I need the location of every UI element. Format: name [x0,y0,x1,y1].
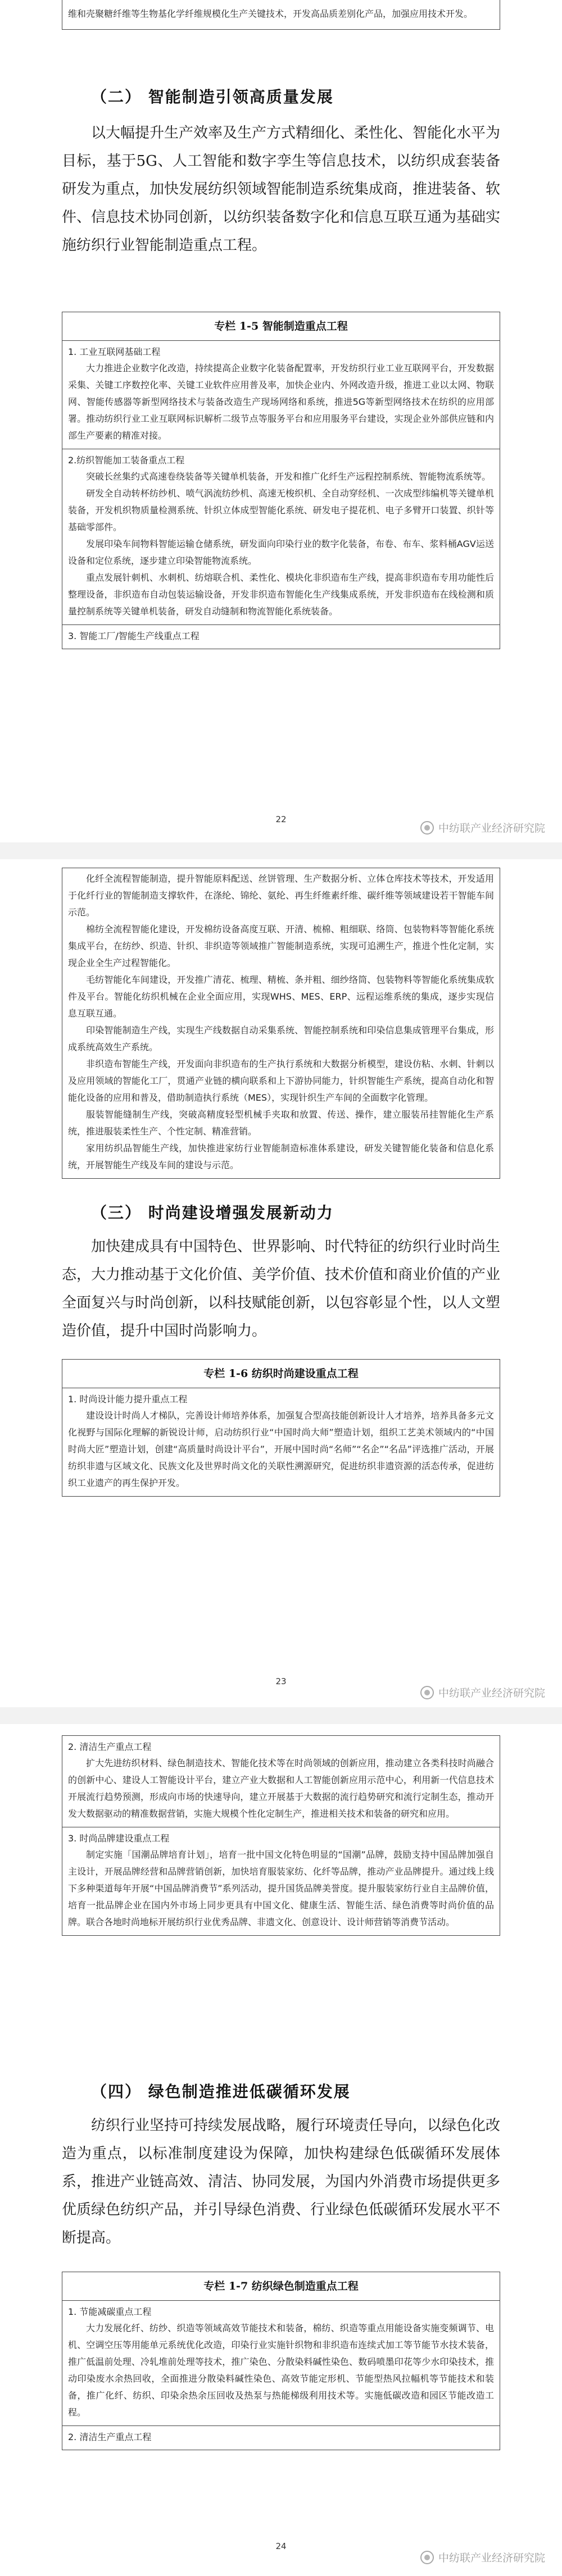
wechat-logo-icon [420,821,434,835]
page-number-24: 24 [275,2541,287,2551]
box-1-5-sec1 [62,341,500,449]
box-1-5-frame [62,312,500,649]
green-sec2-heading: 2. 清洁生产重点工程 [68,2432,152,2442]
continued-box-text: 维和壳聚糖纤维等生物基化学纤维规模化生产关键技术，开发高品质差别化产品，加强应用技术开发。 [68,8,473,19]
heading-fashion: （三） 时尚建设增强发展新动力 [91,1203,334,1222]
sec2-text-3: 发展印染车间物料智能运输仓储系统，研发面向印染行业的数字化装备，布卷、布车、浆料桶AGV运送设备和定位系统，逐步建立印染智能物流系统。 [68,539,494,566]
box-1-7-frame [62,2272,500,2450]
box-1-7-title: 专栏 1-7 纺织绿色制造重点工程 [62,2272,500,2301]
fashion-sec1-heading: 1. 时尚设计能力提升重点工程 [68,1394,188,1405]
cont-text-3: 毛纺智能化车间建设，开发推广清花、梳理、精梳、条并粗、细纱络筒、包装物料等智能化系统集成软件及平台。智能化纺织机械在企业全面应用，实现WHS、MES、ERP、远程运维系统的集成，逐步实现信息互联互通。 [68,974,494,1019]
box-1-5-title: 专栏 1-5 智能制造重点工程 [62,312,500,341]
cont-text-5: 非织造布智能生产线，开发面向非织造布的生产执行系统和大数据分析模型，建设仿粘、水刺、针刺以及应用领域的智能化工厂，贯通产业链的横向联系和上下游协同能力，针织智能生产系统，提高自动化和智能化设备的应用和普及，借助制造执行系统（MES），实现针织生产车间的全面数字化管理。 [68,1059,494,1103]
smart-manufacturing-paragraph: 以大幅提升生产效率及生产方式精细化、柔性化、智能化水平为目标，基于5G、人工智能和数字孪生等信息技术，以纺织成套装备研发为重点，加快发展纺织领域智能制造系统集成商，推进装备、软件、信息技术协同创新，以纺织装备数字化和信息互联互通为基础实施纺织行业智能制造重点工程。 [62,125,501,254]
sec1-heading: 1. 工业互联网基础工程 [68,346,161,357]
continued-box-1-5 [62,868,500,1179]
continued-box-1-5-body [62,868,500,1178]
green-paragraph: 纺织行业坚持可持续发展战略，履行环境责任导向，以绿色化改造为重点，以标准制度建设为保障，加快构建绿色低碳循环发展体系，推进产业链高效、清洁、协同发展，为国内外消费市场提供更多优质绿色纺织产品，并引导绿色消费、行业绿色低碳循环发展水平不断提高。 [62,2117,501,2246]
cont-text-2: 棉纺全流程智能化建设，开发棉纺设备高度互联、开清、梳棉、粗细联、络筒、包装物料等智能化系统集成平台，在纺纱、织造、针织、非织造等领域推广智能制造系统，实现可追溯生产，推进个性化定制，实现企业全生产过程智能化。 [68,924,494,968]
page-separator-1 [0,842,562,859]
page-number-23: 23 [275,1676,287,1686]
fashion-sec2-text: 扩大先进纺织材料、绿色制造技术、智能化技术等在时尚领域的创新应用，推动建立各类科技时尚融合的创新中心、建设人工智能设计平台，建立产业大数据和人工智能创新应用示范中心，利用新一代信息技术开展流行趋势预测，形成向市场的快速导向，建立开展基于大数据的流行趋势研究和流行定制生态，推动开发大数据驱动的精准数据营销，实施大规模个性化定制生产，推进相关技术和装备的研究和应用。 [68,1758,494,1819]
sec2-text-2: 研发全自动转杯纺纱机、喷气涡流纺纱机、高速无梭织机、全自动穿经机、一次成型纬编机等关键单机装备，开发机织物质量检测系统、针织立体成型智能化系统、研发电子提花机、电子多臂开口装置、织针等基础零部件。 [68,488,494,532]
section-heading-4 [62,2078,500,2106]
green-sec1-text: 大力发展化纤、纺纱、织造等领域高效节能技术和装备，棉纺、织造等重点用能设备实施变频调节、电机、空调空压等用能单元系统优化改造，印染行业实施针织物和非织造布连续式加工等节能节水技术装备，推广低温前处理、冷轧堆前处理等技术，推广染色、分散染料碱性染色、数码喷墨印花等少水印染技术，推动印染废水余热回收，全面推进分散染料碱性染色、高效节能定形机、节能型热风拉幅机等节能技术和装备，推广化纤、纺织、印染余热余压回收及热泵与热能梯级利用技术等。实施低碳改造和园区节能改造工程。 [68,2323,494,2418]
box-1-5-sec3 [62,625,500,649]
cont-text-7: 家用纺织品智能生产线，加快推进家纺行业智能制造标准体系建设，研发关键智能化装备和信息化系统，开展智能生产线及车间的建设与示范。 [68,1143,494,1170]
continued-box-1-6 [62,1735,500,1936]
sec2-heading: 2.纺织智能加工装备重点工程 [68,455,185,466]
box-1-5 [62,312,500,649]
sec3-heading: 3. 智能工厂/智能生产线重点工程 [68,631,200,641]
page-24 [62,1735,500,1936]
fashion-sec3-heading: 3. 时尚品牌建设重点工程 [68,1833,170,1844]
box-1-7 [62,2272,500,2450]
watermark-1 [420,820,545,835]
watermark-text-1: 中纺联产业经济研究院 [438,822,545,835]
watermark-text-3: 中纺联产业经济研究院 [438,2552,545,2564]
section-heading-2 [62,83,500,111]
page-23 [62,868,500,1179]
fashion-paragraph-wrap [62,1233,500,1345]
box-1-6 [62,1359,500,1497]
box-1-6-frame [62,1359,500,1497]
box-1-7-sec2 [62,2426,500,2450]
continued-box-top [62,0,500,30]
wechat-logo-icon [420,2551,434,2564]
heading-smart-manufacturing: （二） 智能制造引领高质量发展 [91,88,334,106]
fashion-sec3-text: 制定实施「国潮品牌培育计划」，培育一批中国文化特色明显的“国潮”品牌，鼓励支持中国品牌加强自主设计，开展品牌经营和品牌营销创新，加快培育服装家纺、化纤等品牌，推动产业品牌提升。通过线上线下多种渠道每年开展“中国品牌消费节”系列活动，提升国货品牌美誉度。提升服装家纺行业自主品牌价值，培育一批品牌企业在国内外市场上同步更具有中国文化、健康生活、智能生活、绿色消费等时尚价值的品牌。联合各地时尚地标开展纺织行业优秀品牌、非遗文化、创意设计、设计师营销等消费节活动。 [68,1849,494,1927]
wechat-logo-icon [420,1686,434,1699]
watermark-2 [420,1685,545,1700]
box-1-6-sec1 [62,1388,500,1496]
heading-green: （四） 绿色制造推进低碳循环发展 [91,2082,351,2101]
green-sec1-heading: 1. 节能减碳重点工程 [68,2306,152,2317]
page-separator-2 [0,1707,562,1724]
watermark-text-2: 中纺联产业经济研究院 [438,1687,545,1699]
section-heading-3 [62,1199,500,1227]
page-22 [62,0,500,30]
box-1-7-sec1 [62,2301,500,2426]
box-1-6-sec3 [62,1827,500,1935]
box-1-5-sec2 [62,449,500,625]
smart-manufacturing-paragraph-wrap [62,119,500,259]
cont-text-1: 化纤全流程智能制造，提升智能原料配送、丝饼管理、生产数据分析、立体仓库技术等技术，开发适用于化纤行业的智能制造支撑软件，在涤纶、锦纶、氨纶、再生纤维素纤维、碳纤维等领域建设若干智能车间示范。 [68,873,494,918]
fashion-sec2-heading: 2. 清洁生产重点工程 [68,1741,152,1752]
cont-text-6: 服装智能缝制生产线，突破高精度轻型机械手夹取和放置、传送、操作，建立服装吊挂智能化生产系统，推进服装柔性生产、个性定制、精准营销。 [68,1109,494,1137]
cont-text-4: 印染智能制造生产线，实现生产线数据自动采集系统、智能控制系统和印染信息集成管理平台集成，形成系统高效生产系统。 [68,1025,494,1052]
sec2-text-4: 重点发展针刺机、水刺机、纺熔联合机、柔性化、模块化非织造布生产线，提高非织造布专用功能性后整理设备，非织造布自动包装运输设备，开发非织造布智能化生产线集成系统，开发非织造布在线检测和质量控制系统等关键单机装备，研发自动缝制和物流智能化系统装备。 [68,572,494,617]
box-1-6-title: 专栏 1-6 纺织时尚建设重点工程 [62,1360,500,1388]
watermark-3 [420,2550,545,2565]
sec1-text: 大力推进企业数字化改造，持续提高企业数字化装备配置率，开发纺织行业工业互联网平台，开发数据采集、关键工序数控化率、关键工业软件应用普及率，加快企业内、外网改造升级，推进工业以太网、物联网、智能传感器等新型网络技术与装备改造生产现场网络和系统，推进5G等新型网络技术在纺织的应用部署。推动纺织行业工业互联网标识解析二级节点等服务平台和应用服务平台建设，实现企业外部供应链和内部生产要素的精准对接。 [68,363,494,441]
sec2-text-1: 突破长丝集约式高速卷绕装备等关键单机装备，开发和推广化纤生产远程控制系统、智能物流系统等。 [86,471,491,482]
fashion-sec1-text: 建设设计时尚人才梯队，完善设计师培养体系，加强复合型高技能创新设计人才培养，培养具备多元文化视野与国际化理解的新锐设计师，启动纺织行业“中国时尚大师”塑造计划，组织工艺美术领域内的“中国时尚大匠”塑造计划，创建“高质量时尚设计平台”，开展中国时尚“名师”“名企”“名品”评选推广活动，开展纺织非遗与区域文化、民族文化及世界时尚文化的关联性溯源研究，促进纺织非遗资源的活态传承，促进纺织工业遗产的再生保护开发。 [68,1410,494,1488]
green-paragraph-wrap [62,2112,500,2252]
fashion-paragraph: 加快建成具有中国特色、世界影响、时代特征的纺织行业时尚生态，大力推动基于文化价值、美学价值、技术价值和商业价值的产业全面复兴与时尚创新，以科技赋能创新，以包容彰显个性，以人文塑造价值，提升中国时尚影响力。 [62,1238,501,1339]
box-1-6-sec2 [62,1736,500,1827]
page-number-22: 22 [275,814,287,824]
